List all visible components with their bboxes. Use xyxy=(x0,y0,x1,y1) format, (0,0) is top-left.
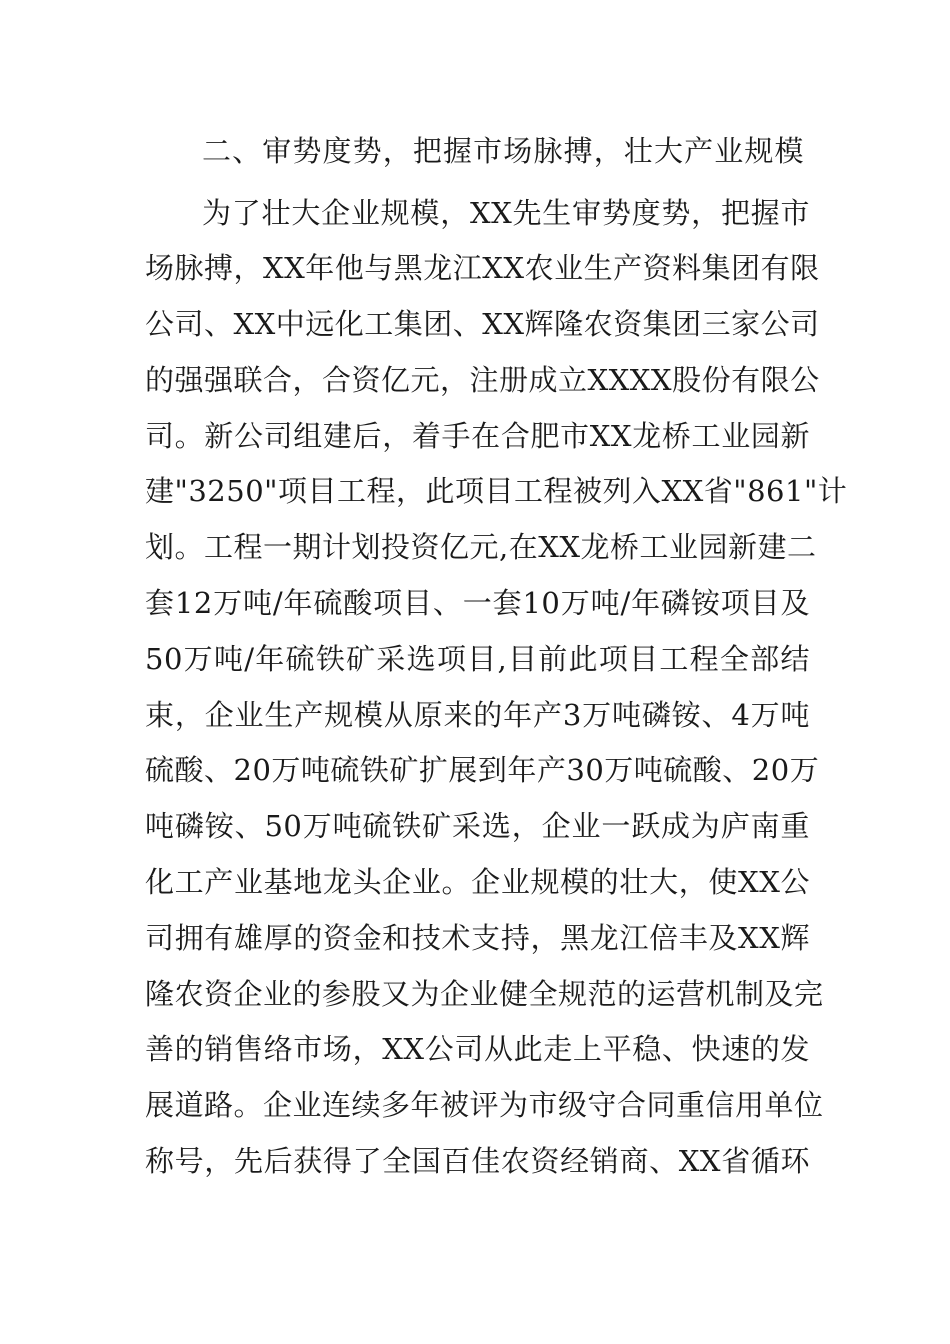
paragraph-line: 公司、XX中远化工集团、XX辉隆农资集团三家公司 xyxy=(145,307,820,341)
paragraph-line: 套12万吨/年硫酸项目、一套10万吨/年磷铵项目及 xyxy=(145,586,810,620)
paragraph-line: 司拥有雄厚的资金和技术支持，黑龙江倍丰及XX辉 xyxy=(145,921,810,955)
paragraph-line: 的强强联合，合资亿元，注册成立XXXX股份有限公 xyxy=(145,363,820,397)
section-heading: 二、审势度势，把握市场脉搏，壮大产业规模 xyxy=(202,134,804,168)
paragraph-line: 束，企业生产规模从原来的年产3万吨磷铵、4万吨 xyxy=(145,698,810,732)
paragraph-line: 硫酸、20万吨硫铁矿扩展到年产30万吨硫酸、20万 xyxy=(145,753,820,787)
paragraph-line: 司。新公司组建后，着手在合肥市XX龙桥工业园新 xyxy=(145,419,810,453)
paragraph-line: 建"3250"项目工程，此项目工程被列入XX省"861"计 xyxy=(145,474,848,508)
paragraph-line: 展道路。企业连续多年被评为市级守合同重信用单位 xyxy=(145,1088,824,1122)
paragraph-line: 隆农资企业的参股又为企业健全规范的运营机制及完 xyxy=(145,977,824,1011)
paragraph-line: 善的销售络市场，XX公司从此走上平稳、快速的发 xyxy=(145,1032,810,1066)
paragraph-line: 吨磷铵、50万吨硫铁矿采选，企业一跃成为庐南重 xyxy=(145,809,810,843)
paragraph-line: 称号，先后获得了全国百佳农资经销商、XX省循环 xyxy=(145,1144,810,1178)
paragraph-line: 场脉搏，XX年他与黑龙江XX农业生产资料集团有限 xyxy=(145,251,820,285)
paragraph-line: 为了壮大企业规模，XX先生审势度势，把握市 xyxy=(202,196,810,230)
paragraph-line: 50万吨/年硫铁矿采选项目,目前此项目工程全部结 xyxy=(145,642,810,676)
paragraph-line: 化工产业基地龙头企业。企业规模的壮大，使XX公 xyxy=(145,865,810,899)
paragraph-line: 划。工程一期计划投资亿元,在XX龙桥工业园新建二 xyxy=(145,530,817,564)
